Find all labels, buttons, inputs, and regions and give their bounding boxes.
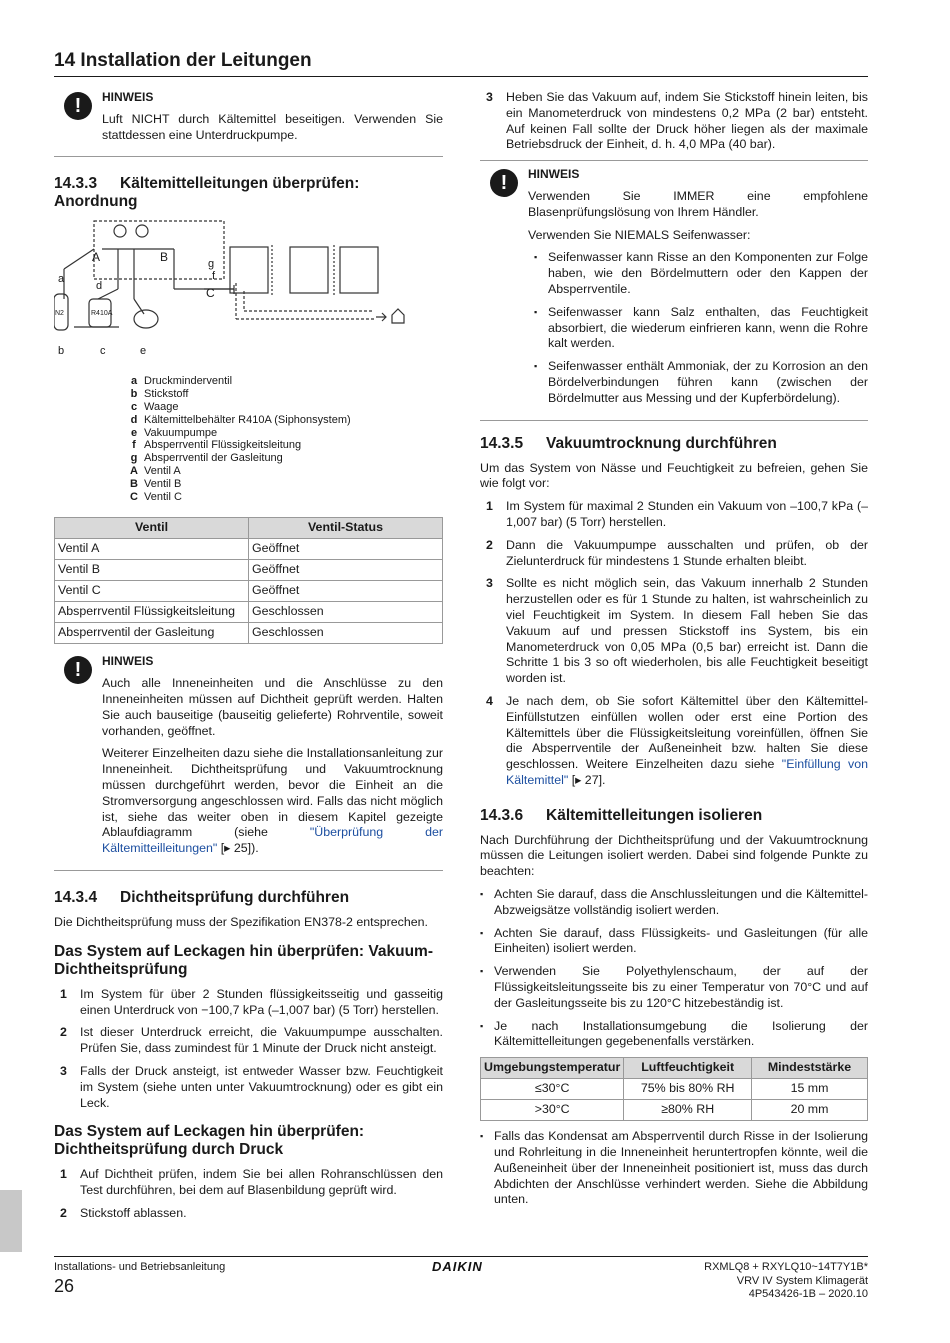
notice-text: Luft NICHT durch Kältemittel beseitigen. Verwenden Sie stattdessen eine Unterdruckpumpe. xyxy=(102,111,443,142)
bullet-item: ▪ Falls das Kondensat am Absperrventil durch Risse in der Isolierung und Rohrleitung in die Inneneinheit heruntertropfen könnte, weil die Außeneinheit über der Inneneinheit positioniert ist, muss das durch Abdichten der Anschlüsse verhindert werden. Siehe die Abbildung unten. xyxy=(480,1129,868,1208)
table-cell: ≤30°C xyxy=(481,1079,624,1100)
legend-text: Ventil C xyxy=(144,490,182,503)
table-cell: Ventil A xyxy=(55,539,249,560)
step-number: 1 xyxy=(60,986,67,1001)
step-number: 3 xyxy=(486,576,493,591)
warning-icon: ! xyxy=(64,92,92,120)
subheading: Das System auf Leckagen hin überprüfen: Vakuum-Dichtheitsprüfung xyxy=(54,942,433,978)
label-r410a: R410A xyxy=(91,310,113,318)
bullet-item: ▪ Verwenden Sie Polyethylenschaum, der auf der Flüssigkeitsleitungsseite bis zu einer Temperatur von 70°C und auf der Gasleitungsseite bis zu 120°C hitzebeständig ist. xyxy=(480,964,868,1011)
step-list xyxy=(54,987,443,1112)
step-number: 2 xyxy=(486,537,493,552)
legend-text: Kältemittelbehälter R410A (Siphonsystem) xyxy=(144,413,351,426)
title-rule xyxy=(54,76,868,77)
page-edge-tab xyxy=(0,1190,22,1252)
step-item xyxy=(480,538,868,570)
table-cell: Geschlossen xyxy=(249,602,443,623)
step-item xyxy=(480,90,868,153)
step-item xyxy=(54,1167,443,1199)
table-cell: Geöffnet xyxy=(249,560,443,581)
label-e: e xyxy=(140,345,147,358)
notice-text: Verwenden Sie IMMER eine empfohlene Blasenprüfungslösung von Ihrem Händler. xyxy=(528,188,868,219)
legend-key: B xyxy=(130,477,138,490)
notice-text: Verwenden Sie NIEMALS Seifenwasser: xyxy=(528,227,751,242)
label-valve-a: A xyxy=(92,250,101,265)
step-item xyxy=(480,694,868,789)
step-text: Je nach dem, ob Sie sofort Kältemittel über den Kältemittel-Einfüllstutzen einfüllen wollen oder erst eine Portion des Kältemittels über die Flüssigkeitsleitung voreinfüllen, öffnen Sie die Absperrventile der Außeneinheit bzw. halten Sie diese geschlossen. Weitere Einzelheiten dazu siehe xyxy=(506,693,868,772)
legend-item xyxy=(124,375,443,388)
legend-key: f xyxy=(132,439,136,452)
step-number: 1 xyxy=(486,499,493,514)
daikin-logo: DAIKIN xyxy=(432,1259,483,1274)
notice-box xyxy=(54,654,443,871)
step-text: Sollte es nicht möglich sein, das Vakuum innerhalb 2 Stunden herzustellen oder es für 1 Stunde zu halten, ist wahrscheinlich zu viel Feuchtigkeit im System. In diesem Fall heben Sie das Vakuum auf und pressen Stickstoff ins System, bis ein Manometerdruck von 0,05 MPa (0,5 bar) erreicht ist. Dann die Schritte 1 bis 3 so oft wiederholen, bis alle Feuchtigkeit beseitigt worden ist. xyxy=(506,576,868,686)
table-cell: 75% bis 80% RH xyxy=(624,1079,752,1100)
bullet-item: ▪ Achten Sie darauf, dass Flüssigkeits- und Gasleitungen (für alle Einheiten) isoliert werden. xyxy=(480,926,868,958)
legend-key: d xyxy=(130,413,138,426)
section-heading xyxy=(480,435,868,453)
label-n2: N2 xyxy=(55,310,64,318)
legend-text: Stickstoff xyxy=(144,388,189,401)
table-cell: Geschlossen xyxy=(249,623,443,644)
legend-key: a xyxy=(130,375,138,388)
notice-heading: HINWEIS xyxy=(102,654,154,669)
step-item xyxy=(54,1064,443,1111)
table-header: Ventil xyxy=(55,518,249,539)
body-text: Die Dichtheitsprüfung muss der Spezifikation EN378-2 entsprechen. xyxy=(54,914,428,929)
footer-rule xyxy=(54,1256,868,1257)
table-cell: 20 mm xyxy=(752,1100,868,1121)
footer-product-info xyxy=(600,1261,868,1302)
label-b: b xyxy=(58,345,65,358)
step-list xyxy=(54,1167,443,1221)
notice-text-part: [▸ 25]). xyxy=(217,841,259,856)
notice-box xyxy=(54,90,443,157)
step-text: Dann die Vakuumpumpe ausschalten und prüfen, ob der Zielunterdruck für mindestens 1 Stunde erhalten bleibt. xyxy=(506,537,868,568)
legend-item xyxy=(124,465,443,478)
legend-key: A xyxy=(130,464,138,477)
legend-text: Ventil A xyxy=(144,464,181,477)
step-text: Heben Sie das Vakuum auf, indem Sie Stickstoff hinein leiten, bis ein Manometerdruck von mindestens 0,2 MPa (2 bar) entsteht. Auf keinen Fall sollte der Druck höher liegen als der maximale Betriebsdruck der Einheit, d. h. 4,0 MPa (40 bar). xyxy=(506,90,868,152)
section-number: 14.3.4 xyxy=(54,888,98,906)
table-row xyxy=(55,560,443,581)
section-title: Dichtheitsprüfung durchführen xyxy=(120,888,350,906)
step-list xyxy=(480,499,868,687)
legend-text: Vakuumpumpe xyxy=(144,426,218,439)
step-item xyxy=(54,1025,443,1057)
label-valve-c: C xyxy=(206,286,215,301)
step-text: [▸ 27]. xyxy=(568,772,606,787)
step-text: Ist dieser Unterdruck erreicht, die Vakuumpumpe ausschalten. Prüfen Sie, dass zumindest für 1 Minute der Druck nicht ansteigt. xyxy=(80,1025,443,1056)
body-text: Nach Durchführung der Dichtheitsprüfung und der Vakuumtrocknung müssen die Leitungen isoliert werden. Dabei sind folgende Punkte zu beachten: xyxy=(480,832,868,879)
label-f: f xyxy=(212,270,216,283)
warning-icon: ! xyxy=(64,656,92,684)
table-cell: Absperrventil der Gasleitung xyxy=(55,623,249,644)
label-g: g xyxy=(208,258,215,271)
legend-key: c xyxy=(130,400,138,413)
section-heading xyxy=(54,889,443,907)
cross-reference-link[interactable]: "Überprüfung der Kältemitteilleitungen" xyxy=(102,825,443,856)
step-number: 3 xyxy=(60,1063,67,1078)
bullet-item: ▪ Seifenwasser kann Risse an den Komponenten zur Folge haben, wie den Bördelmuttern oder den Kappen der Absperrventile. xyxy=(528,250,868,297)
bullet-item: ▪ Je nach Installationsumgebung die Isolierung der Kältemittelleitungen gegebenenfalls verstärken. xyxy=(480,1019,868,1051)
step-text: Falls der Druck ansteigt, ist entweder Wasser bzw. Feuchtigkeit im System (siehe unten unter Vakuumtrocknung) oder es gibt ein Leck. xyxy=(80,1063,443,1110)
step-number: 2 xyxy=(60,1205,67,1220)
section-title: Kältemittelleitungen isolieren xyxy=(546,806,763,824)
section-heading xyxy=(54,175,443,211)
legend-item xyxy=(124,401,443,414)
legend-text: Ventil B xyxy=(144,477,182,490)
diagram-legend xyxy=(124,375,443,503)
step-item xyxy=(480,499,868,531)
label-c: c xyxy=(100,345,106,358)
footer-doc-title: Installations- und Betriebsanleitung xyxy=(54,1261,226,1273)
step-number: 1 xyxy=(60,1167,67,1182)
table-row xyxy=(55,581,443,602)
table-cell: Ventil B xyxy=(55,560,249,581)
step-number: 2 xyxy=(60,1025,67,1040)
table-cell: ≥80% RH xyxy=(624,1100,752,1121)
bullet-item: ▪ Achten Sie darauf, dass die Anschlussleitungen und die Kältemittel-Abzweigsätze vollständig isoliert werden. xyxy=(480,887,868,919)
legend-key: C xyxy=(130,490,138,503)
footer-system: VRV IV System Klimagerät xyxy=(736,1274,868,1287)
step-item xyxy=(480,576,868,687)
table-row xyxy=(481,1100,868,1121)
legend-text: Absperrventil Flüssigkeitsleitung xyxy=(144,439,302,452)
refrigerant-piping-diagram xyxy=(54,219,443,369)
notice-text: Auch alle Inneneinheiten und die Anschlüsse zu den Inneneinheiten müssen auf Dichtheit geprüft werden. Halten Sie auch bauseitige (bauseitig gelieferte) Rohrventile, soweit vorhanden, geöffnet. xyxy=(102,676,443,738)
section-number: 14.3.5 xyxy=(480,434,524,452)
notice-text xyxy=(102,746,443,857)
step-text: Auf Dichtheit prüfen, indem Sie bei allen Rohranschlüssen den Test durchführen, bei dem auf Blasenbildung geprüft wird. xyxy=(80,1167,443,1198)
right-column xyxy=(480,90,868,1215)
notice-box xyxy=(480,160,868,420)
table-header: Luftfeuchtigkeit xyxy=(624,1058,752,1079)
table-cell: >30°C xyxy=(481,1100,624,1121)
legend-item xyxy=(124,452,443,465)
legend-item xyxy=(124,414,443,427)
table-cell: Geöffnet xyxy=(249,539,443,560)
section-title: Kältemittelleitungen überprüfen: Anordnung xyxy=(54,175,360,211)
warning-icon: ! xyxy=(490,169,518,197)
legend-item xyxy=(124,439,443,452)
legend-key: b xyxy=(130,388,138,401)
legend-item xyxy=(124,388,443,401)
legend-key: g xyxy=(130,452,138,465)
section-title: Vakuumtrocknung durchführen xyxy=(546,434,777,452)
table-row xyxy=(55,602,443,623)
page-number: 26 xyxy=(54,1276,75,1296)
subheading: Das System auf Leckagen hin überprüfen: Dichtheitsprüfung durch Druck xyxy=(54,1123,365,1159)
legend-key: e xyxy=(130,426,138,439)
step-number: 3 xyxy=(486,90,493,104)
legend-text: Waage xyxy=(144,400,179,413)
label-d: d xyxy=(96,280,103,293)
label-valve-b: B xyxy=(160,250,169,265)
table-header: Umgebungstemperatur xyxy=(481,1058,624,1079)
notice-heading: HINWEIS xyxy=(102,90,154,104)
step-item xyxy=(54,1206,443,1222)
label-a: a xyxy=(58,273,65,286)
table-header: Ventil-Status xyxy=(249,518,443,539)
table-cell: Geöffnet xyxy=(249,581,443,602)
left-column xyxy=(54,90,443,1229)
valve-status-table xyxy=(54,517,443,644)
table-row xyxy=(55,623,443,644)
legend-item xyxy=(124,427,443,440)
body-text: Um das System von Nässe und Feuchtigkeit zu befreien, gehen Sie wie folgt vor: xyxy=(480,460,868,491)
table-cell: 15 mm xyxy=(752,1079,868,1100)
step-text: Im System für über 2 Stunden flüssigkeitsseitig und gasseitig einen Unterdruck von −100,7 kPa (–1,007 bar) (5 Torr) herstellen. xyxy=(80,986,443,1017)
bullet-item: ▪ Seifenwasser kann Salz enthalten, das Feuchtigkeit absorbiert, die wiederum einfrieren kann, wenn die Rohre kalt werden. xyxy=(528,305,868,352)
cross-reference-link[interactable]: "Einfüllung von Kältemittel" xyxy=(506,757,868,787)
footer-model: RXMLQ8 + RXYLQ10~14T7Y1B* xyxy=(704,1261,868,1273)
table-cell: Ventil C xyxy=(55,581,249,602)
notice-heading: HINWEIS xyxy=(528,167,580,182)
footer-doc-code: 4P543426-1B – 2020.10 xyxy=(748,1288,868,1300)
legend-item xyxy=(124,478,443,491)
step-text: Im System für maximal 2 Stunden ein Vakuum von –100,7 kPa (–1,007 bar) (5 Torr) herstellen. xyxy=(506,499,868,529)
table-cell: Absperrventil Flüssigkeitsleitung xyxy=(55,602,249,623)
step-item xyxy=(54,987,443,1019)
step-text: Stickstoff ablassen. xyxy=(80,1205,187,1220)
insulation-table xyxy=(480,1057,868,1121)
section-heading xyxy=(480,807,868,825)
section-number: 14.3.3 xyxy=(54,175,98,193)
step-number: 4 xyxy=(486,693,493,708)
legend-text: Absperrventil der Gasleitung xyxy=(144,452,283,465)
table-row xyxy=(481,1079,868,1100)
notice-text-part: Weiterer Einzelheiten dazu siehe die Installationsanleitung zur Inneneinheit. Dichtheitsprüfung und Vakuumtrocknung müssen durchgeführt werden, bevor die Einheit an die Stromversorgung angeschlossen wird. Falls das nicht möglich ist, siehe das weiter oben in diesem Kapitel gezeigte Ablaufdiagramm (siehe xyxy=(102,746,443,840)
bullet-item: ▪ Seifenwasser enthält Ammoniak, der zu Korrosion an den Bördelverbindungen führen kann (zwischen der Bördelmutter aus Messing und der Kupferbördelung). xyxy=(528,359,868,406)
table-row xyxy=(55,539,443,560)
legend-text: Druckminderventil xyxy=(144,375,233,388)
section-number: 14.3.6 xyxy=(480,806,524,824)
legend-item xyxy=(124,491,443,504)
table-header: Mindeststärke xyxy=(752,1058,868,1079)
page-title: 14 Installation der Leitungen xyxy=(54,50,312,71)
